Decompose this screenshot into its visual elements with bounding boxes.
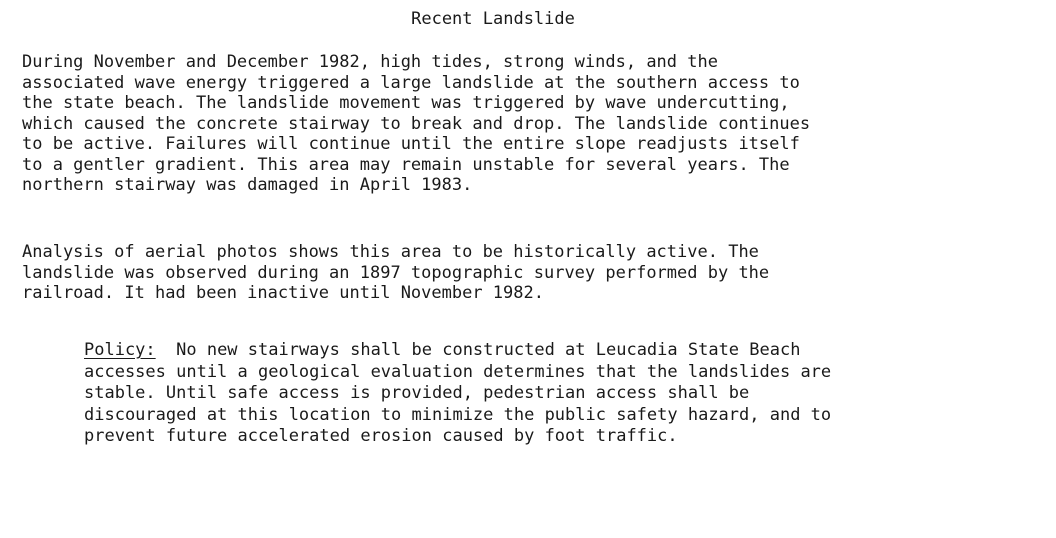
paragraph-line: to be active. Failures will continue until the entire slope readjusts itself bbox=[22, 134, 800, 154]
paragraph-line: the state beach. The landslide movement was triggered by wave undercutting, bbox=[22, 93, 790, 113]
policy-first-line-text: No new stairways shall be constructed at Leucadia State Beach bbox=[155, 340, 801, 360]
paragraph-recent-landslide bbox=[22, 52, 1002, 196]
policy-first-line bbox=[84, 340, 1024, 362]
policy-line: accesses until a geological evaluation determines that the landslides are bbox=[84, 361, 832, 382]
policy-block bbox=[84, 340, 1024, 448]
paragraph-aerial-analysis bbox=[22, 242, 1002, 304]
paragraph-line: associated wave energy triggered a large landslide at the southern access to bbox=[22, 72, 800, 93]
paragraph-line: railroad. It had been inactive until November 1982. bbox=[22, 283, 544, 303]
paragraph-line: landslide was observed during an 1897 topographic survey performed by the bbox=[22, 262, 770, 283]
paragraph-line: which caused the concrete stairway to break and drop. The landslide continues bbox=[22, 113, 811, 134]
policy-line: discouraged at this location to minimize the public safety hazard, and to bbox=[84, 404, 832, 425]
policy-label: Policy: bbox=[84, 340, 156, 360]
paragraph-line: Analysis of aerial photos shows this area to be historically active. The bbox=[22, 242, 759, 262]
paragraph-line: During November and December 1982, high tides, strong winds, and the bbox=[22, 52, 718, 72]
paragraph-line: to a gentler gradient. This area may remain unstable for several years. The bbox=[22, 154, 790, 175]
paragraph-line: northern stairway was damaged in April 1983. bbox=[22, 175, 473, 195]
policy-line: prevent future accelerated erosion caused by foot traffic. bbox=[84, 426, 678, 446]
policy-line: stable. Until safe access is provided, pedestrian access shall be bbox=[84, 383, 750, 403]
document-title: Recent Landslide bbox=[411, 9, 575, 29]
